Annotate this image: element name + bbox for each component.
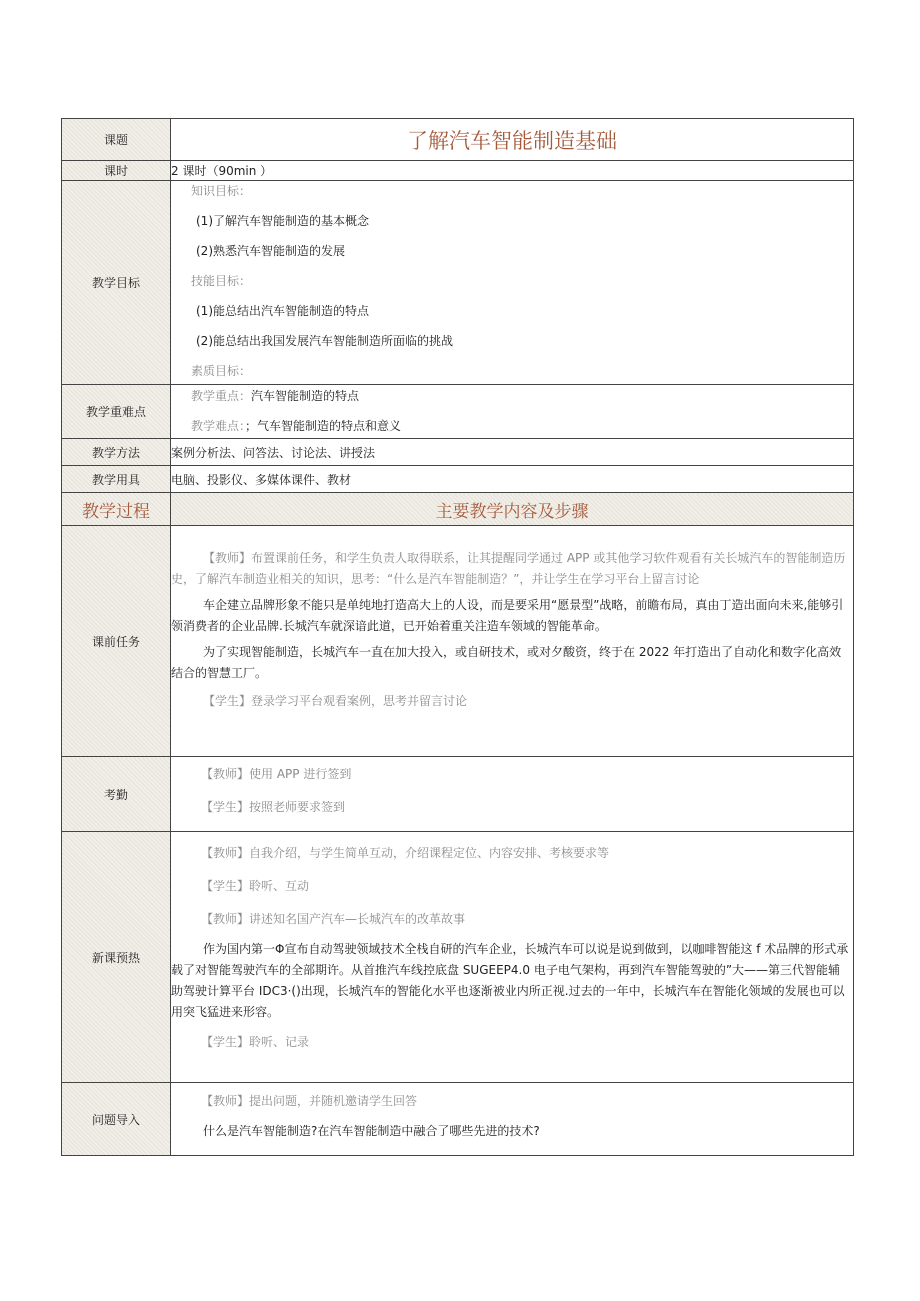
skill-title: 技能目标：: [191, 274, 252, 288]
key-point-text: 汽车智能制造的特点: [251, 389, 360, 403]
hours-label: 课时: [62, 161, 171, 181]
topic-row: [62, 119, 854, 161]
warmup-teacher-2: [171, 912, 853, 927]
attendance-teacher-text: 使用 APP 进行签到: [249, 767, 352, 781]
question-label: 问题导入: [62, 1083, 171, 1156]
question-teacher: [171, 1094, 853, 1109]
tools-row: [62, 466, 854, 493]
key-point-prefix: 教学重点：: [191, 389, 252, 403]
goals-cell: [171, 181, 854, 385]
warmup-student-1: [171, 879, 853, 894]
methods-value: 案例分析法、问答法、讨论法、讲授法: [171, 439, 854, 466]
preclass-student-text: 登录学习平台观看案例，思考并留言讨论: [251, 694, 468, 708]
goals-row: [62, 181, 854, 385]
attendance-student: [171, 800, 853, 815]
preclass-teacher: [171, 548, 853, 590]
hours-value: 2 课时（90min ）: [171, 161, 854, 181]
attendance-student-text: 按照老师要求签到: [249, 800, 346, 814]
topic-title: 了解汽车智能制造基础: [171, 119, 854, 161]
warmup-student-2: [171, 1035, 853, 1050]
tools-value: 电脑、投影仪、多媒体课件、教材: [171, 466, 854, 493]
teacher-tag: 【教师】: [201, 912, 250, 926]
warmup-student-2-text: 聆听、记录: [249, 1035, 310, 1049]
teacher-tag: 【教师】: [201, 846, 250, 860]
skill-item: (2)能总结出我国发展汽车智能制造所面临的挑战: [196, 334, 453, 348]
attendance-cell: [171, 757, 854, 832]
skill-item: (1)能总结出汽车智能制造的特点: [196, 304, 369, 318]
difficult-point-prefix: 教学难点：: [191, 419, 246, 433]
knowledge-title: 知识目标：: [191, 184, 252, 198]
student-tag: 【学生】: [201, 800, 250, 814]
knowledge-item: (1)了解汽车智能制造的基本概念: [196, 214, 369, 228]
knowledge-item: (2)熟悉汽车智能制造的发展: [196, 244, 345, 258]
process-header-right: 主要教学内容及步骤: [171, 493, 854, 526]
warmup-paragraph: 作为国内第一Φ宣布自动驾驶领域技术全栈自研的汽车企业，长城汽车可以说是说到做到，以咖啡智能这 f 术品牌的形式承载了对智能驾驶汽车的全部期许。从首推汽车线控底盘 SUGEEP4.0 电子电气架构，再到汽车智能驾驶的”大——第三代智能辅助驾驶计算平台 IDC3·()出现，长城汽车的智能化水平也逐渐被业内所正视.过去的一年中，长城汽车在智能化领域的发展也可以用突飞猛进来形容。: [171, 942, 849, 1019]
goals-label: 教学目标: [62, 181, 171, 385]
warmup-student-1-text: 聆听、互动: [249, 879, 310, 893]
process-header-left: 教学过程: [62, 493, 171, 526]
tools-label: 教学用具: [62, 466, 171, 493]
student-tag: 【学生】: [201, 1035, 250, 1049]
question-teacher-text: 提出问题，并随机邀请学生回答: [249, 1094, 418, 1108]
keypoints-label: 教学重难点: [62, 385, 171, 439]
methods-label: 教学方法: [62, 439, 171, 466]
question-text: 什么是汽车智能制造?在汽车智能制造中融合了哪些先进的技术?: [203, 1124, 540, 1138]
process-header-row: [62, 493, 854, 526]
question-row: [62, 1083, 854, 1156]
preclass-teacher-text: 布置课前任务，和学生负责人取得联系，让其提醒同学通过 APP 或其他学习软件观看有关长城汽车的智能制造历史，了解汽车制造业相关的知识，思考：“什么是汽车智能制造？”，并让学生在学习平台上留言讨论: [171, 551, 846, 586]
preclass-label: 课前任务: [62, 526, 171, 757]
key-point: [191, 389, 853, 404]
difficult-point-text: ；气车智能制造的特点和意义: [245, 419, 402, 433]
preclass-paragraph-1: 车企建立品牌形象不能只是单纯地打造高大上的人设，而是要采用“愿景型”战略，前瞻布局，真由丁造出面向未来,能够引领消费者的企业品牌.长城汽车就深谙此道，已开始着重关注造车领域的智能革命。: [171, 598, 844, 633]
warmup-teacher-1: [171, 846, 853, 861]
teacher-tag: 【教师】: [203, 551, 252, 565]
student-tag: 【学生】: [203, 694, 252, 708]
warmup-label: 新课预热: [62, 832, 171, 1083]
teacher-tag: 【教师】: [201, 1094, 250, 1108]
quality-title: 素质目标：: [191, 364, 252, 378]
warmup-row: [62, 832, 854, 1083]
keypoints-cell: [171, 385, 854, 439]
preclass-row: [62, 526, 854, 757]
preclass-cell: [171, 526, 854, 757]
student-tag: 【学生】: [201, 879, 250, 893]
attendance-row: [62, 757, 854, 832]
hours-row: [62, 161, 854, 181]
difficult-point: [191, 419, 853, 434]
warmup-cell: [171, 832, 854, 1083]
lesson-plan-table: [61, 118, 854, 1156]
warmup-teacher-2-text: 讲述知名国产汽车—长城汽车的改革故事: [249, 912, 466, 926]
keypoints-row: [62, 385, 854, 439]
methods-row: [62, 439, 854, 466]
topic-label: 课题: [62, 119, 171, 161]
attendance-teacher: [171, 767, 853, 782]
preclass-student: [171, 691, 853, 712]
attendance-label: 考勤: [62, 757, 171, 832]
preclass-paragraph-2: 为了实现智能制造，长城汽车一直在加大投入，或自研技术，或对夕酸资，终于在 2022 年打造出了自动化和数字化高效结合的智慧工厂。: [171, 645, 842, 680]
question-cell: [171, 1083, 854, 1156]
teacher-tag: 【教师】: [201, 767, 250, 781]
warmup-teacher-1-text: 自我介绍，与学生简单互动，介绍课程定位、内容安排、考核要求等: [249, 846, 610, 860]
